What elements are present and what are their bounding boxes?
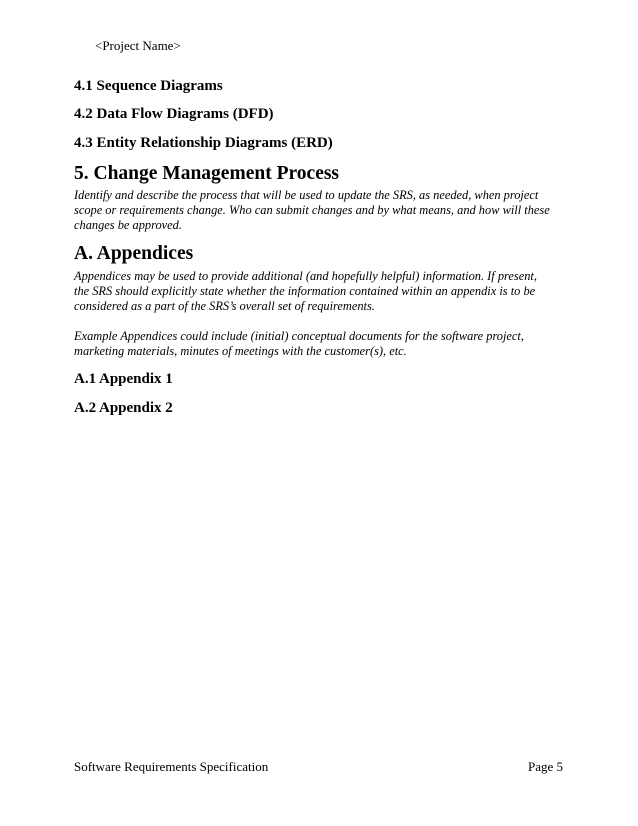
header-project-name: <Project Name> [95, 38, 181, 53]
heading-appendix-2: A.2 Appendix 2 [74, 400, 173, 416]
paragraph-line: Appendices may be used to provide additional (and hopefully helpful) information. If present, [74, 269, 537, 283]
paragraph-line: Identify and describe the process that will be used to update the SRS, as needed, when project [74, 188, 539, 202]
heading-appendix-1: A.1 Appendix 1 [74, 371, 173, 387]
heading-appendices: A. Appendices [74, 243, 194, 264]
paragraph-line: marketing materials, minutes of meetings with the customer(s), etc. [74, 344, 407, 359]
paragraph-appendices-intro [74, 269, 574, 315]
heading-entity-relationship-diagrams: 4.3 Entity Relationship Diagrams (ERD) [74, 135, 333, 151]
paragraph-line: the SRS should explicitly state whether the information contained within an appendix is to be [74, 284, 536, 299]
heading-data-flow-diagrams: 4.2 Data Flow Diagrams (DFD) [74, 106, 274, 122]
paragraph-appendices-examples [74, 329, 574, 359]
footer-document-title: Software Requirements Specification [74, 759, 269, 774]
footer-page-number: Page 5 [527, 759, 563, 774]
paragraph-line: scope or requirements change. Who can submit changes and by what means, and how will these [74, 203, 550, 218]
paragraph-line: Example Appendices could include (initial) conceptual documents for the software project, [74, 329, 524, 343]
paragraph-line: changes be approved. [74, 218, 182, 233]
paragraph-change-management [74, 188, 574, 234]
heading-change-management-process: 5. Change Management Process [74, 163, 340, 184]
paragraph-line: considered as a part of the SRS’s overall set of requirements. [74, 299, 375, 314]
heading-sequence-diagrams: 4.1 Sequence Diagrams [74, 78, 223, 94]
